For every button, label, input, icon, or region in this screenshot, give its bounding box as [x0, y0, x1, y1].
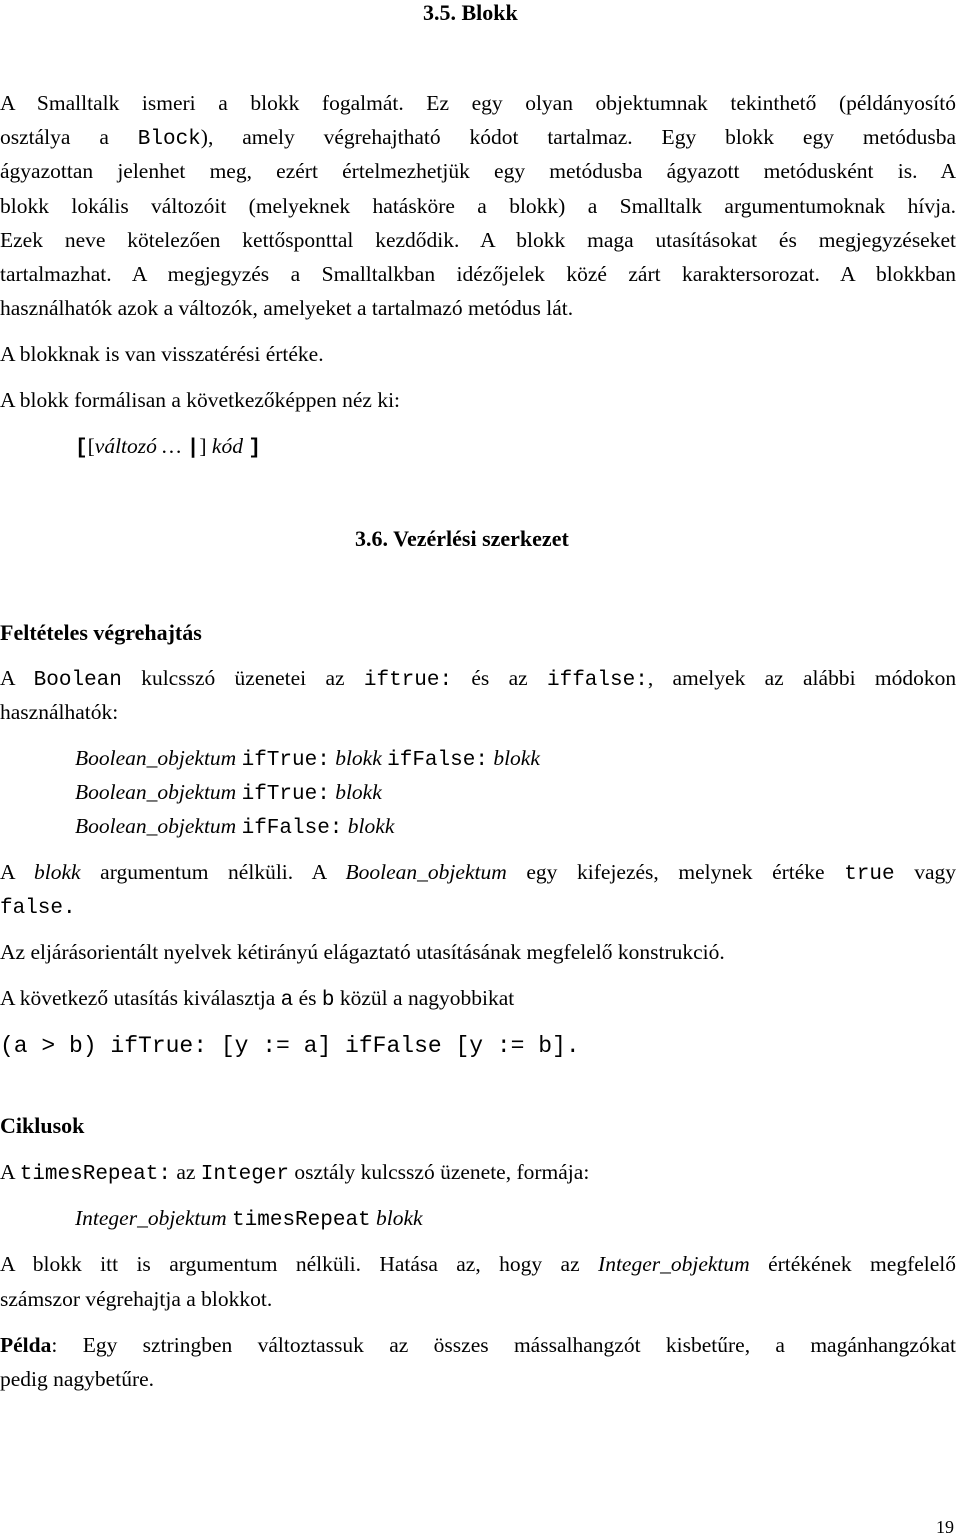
paragraph-line: blokk lokális változóit (melyeknek hatásköre a blokk) a Smalltalk argumentumoknak hívja. — [0, 194, 956, 218]
paragraph: A blokk formálisan a következőképpen néz ki: — [0, 388, 401, 412]
block-syntax: [[változó … |] kód ] — [75, 434, 261, 460]
paragraph-line: Ezek neve kötelezően kettősponttal kezdődik. A blokk maga utasításokat és megjegyzéseket — [0, 228, 956, 252]
paragraph-line: ágyazottan jelenhet meg, ezért értelmezhetjük egy metódusba ágyazott metódusként is. A — [0, 159, 956, 183]
paragraph-line: használhatók azok a változók, amelyeket a tartalmazó metódus lát. — [0, 296, 574, 320]
paragraph-line: tartalmazhat. A megjegyzés a Smalltalkban idézőjelek közé zárt karaktersorozat. A blokkban — [0, 262, 956, 286]
code-block-class: Block — [137, 128, 201, 151]
syntax-form: Integer_objektum timesRepeat blokk — [75, 1206, 423, 1232]
code-example: (a > b) ifTrue: [y := a] ifFalse [y := b]. — [0, 1033, 580, 1059]
syntax-form: Boolean_objektum ifTrue: blokk — [75, 780, 382, 806]
paragraph-line: pedig nagybetűre. — [0, 1367, 155, 1391]
paragraph-line: A blokk itt is argumentum nélküli. Hatása az, hogy az Integer_objektum értékének megfelelő — [0, 1252, 957, 1276]
syntax-form: Boolean_objektum ifTrue: blokk ifFalse: blokk — [75, 746, 540, 772]
paragraph: A következő utasítás kiválasztja a és b közül a nagyobbikat — [0, 986, 515, 1012]
paragraph-line: A Smalltalk ismeri a blokk fogalmát. Ez egy olyan objektumnak tekinthető (példányosító — [0, 91, 956, 115]
paragraph-line: A Boolean kulcsszó üzenetei az iftrue: és az iffalse:, amelyek az alábbi módokon — [0, 666, 957, 692]
paragraph: Az eljárásorientált nyelvek kétirányú elágaztató utasításának megfelelő konstrukció. — [0, 940, 725, 964]
section-title-3-5: 3.5. Blokk — [423, 0, 518, 25]
subsection-title: Feltételes végrehajtás — [0, 620, 202, 645]
paragraph-line: Példa: Egy sztringben változtassuk az összes mássalhangzót kisbetűre, a magánhangzókat — [0, 1333, 956, 1357]
paragraph-line: osztálya a Block), amely végrehajtható kódot tartalmaz. Egy blokk egy metódusba — [0, 125, 956, 151]
paragraph: A timesRepeat: az Integer osztály kulcsszó üzenete, formája: — [0, 1160, 590, 1186]
subsection-title: Ciklusok — [0, 1113, 85, 1138]
section-title-3-6: 3.6. Vezérlési szerkezet — [355, 526, 569, 551]
syntax-form: Boolean_objektum ifFalse: blokk — [75, 814, 395, 840]
paragraph-line: false. — [0, 897, 76, 920]
paragraph: A blokknak is van visszatérési értéke. — [0, 342, 324, 366]
page-number: 19 — [936, 1517, 954, 1537]
paragraph-line: A blokk argumentum nélküli. A Boolean_objektum egy kifejezés, melynek értéke true vagy — [0, 860, 957, 886]
paragraph-line: számszor végrehajtja a blokkot. — [0, 1287, 273, 1311]
paragraph-line: használhatók: — [0, 700, 119, 724]
